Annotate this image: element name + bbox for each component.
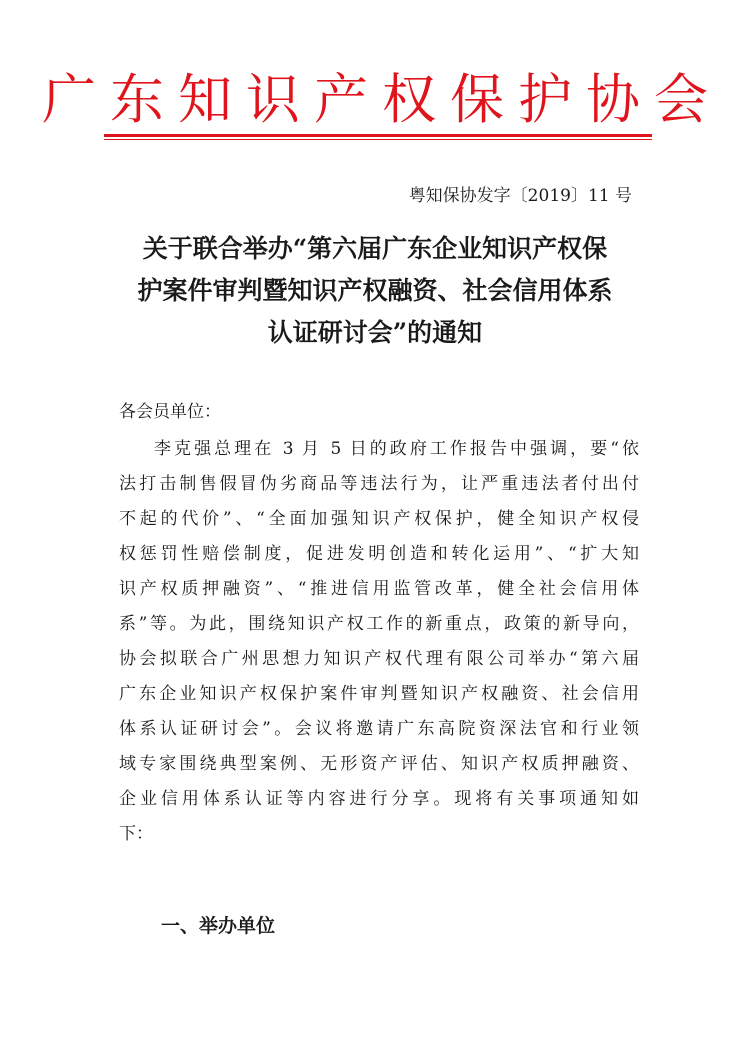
salutation: 各会员单位： — [119, 402, 221, 422]
body-line: 广东企业知识产权保护案件审判暨知识产权融资、社会信用 — [119, 684, 639, 704]
red-divider-thin — [104, 139, 652, 140]
body-line: 域专家围绕典型案例、无形资产评估、知识产权质押融资、 — [119, 754, 639, 774]
body-line: 法打击制售假冒伪劣商品等违法行为，让严重违法者付出付 — [119, 474, 639, 494]
body-line: 系”等。为此，围绕知识产权工作的新重点，政策的新导向， — [119, 614, 639, 634]
document-number: 粤知保协发字〔2019〕11 号 — [408, 186, 632, 206]
headline-line: 关于联合举办“第六届广东企业知识产权保 — [142, 234, 608, 263]
body-line: 李克强总理在 3 月 5 日的政府工作报告中强调，要“依 — [154, 439, 639, 459]
red-divider-thick — [104, 134, 652, 137]
headline-line: 护案件审判暨知识产权融资、社会信用体系 — [137, 276, 613, 305]
section-heading: 一、举办单位 — [161, 915, 276, 937]
body-line: 体系认证研讨会”。会议将邀请广东高院资深法官和行业领 — [119, 719, 639, 739]
body-line: 不起的代价”、“全面加强知识产权保护，健全知识产权侵 — [119, 509, 639, 529]
body-line: 识产权质押融资”、“推进信用监管改革，健全社会信用体 — [119, 579, 639, 599]
body-line: 企业信用体系认证等内容进行分享。现将有关事项通知如 — [119, 789, 639, 809]
org-name-heading: 广东知识产权保护协会 — [42, 68, 722, 131]
headline-line: 认证研讨会”的通知 — [267, 318, 483, 347]
body-line: 权惩罚性赔偿制度，促进发明创造和转化运用”、“扩大知 — [119, 544, 639, 564]
body-paragraph — [119, 434, 639, 854]
body-line: 协会拟联合广州思想力知识产权代理有限公司举办“第六届 — [119, 649, 639, 669]
body-line: 下： — [119, 824, 153, 844]
notice-headline — [90, 228, 660, 354]
